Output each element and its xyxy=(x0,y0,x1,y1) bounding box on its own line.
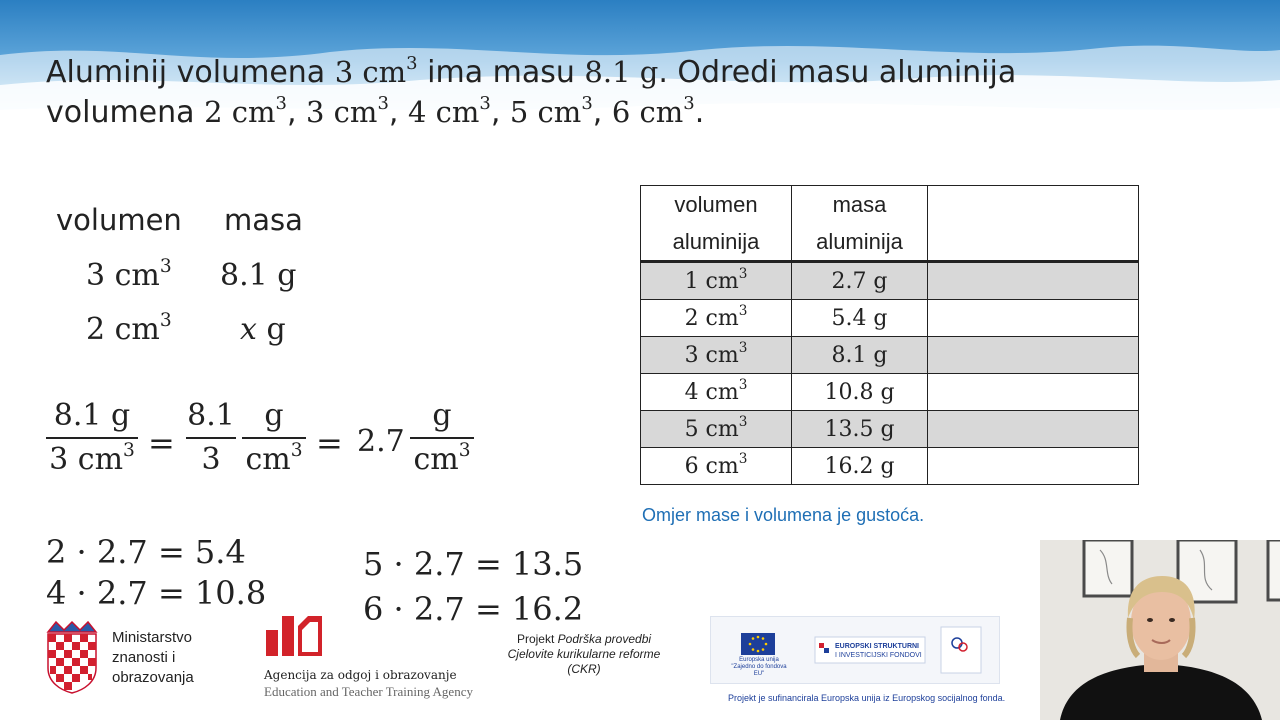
presenter-photo-icon xyxy=(1040,540,1280,720)
croatian-coat-of-arms-icon xyxy=(44,618,100,694)
table-row xyxy=(641,448,1139,485)
table-row xyxy=(641,337,1139,374)
fraction-unit-1: g $cm^3$ xyxy=(242,398,306,482)
equals-sign-2: = xyxy=(316,424,343,462)
ministry-name: Ministarstvo znanosti i obrazovanja xyxy=(112,629,194,686)
cell-empty xyxy=(928,411,1139,448)
product-4: 4 · 2.7 = 10.8 xyxy=(46,574,267,612)
cell-mass: 8.1 g xyxy=(792,337,928,374)
table-header-row xyxy=(641,186,1139,262)
problem-statement-line-1: Aluminij volumena 3 $cm^3$ ima masu 8.1 g. Odredi masu aluminija xyxy=(46,53,1017,90)
equals-sign-1: = xyxy=(148,424,175,462)
product-6: 6 · 2.7 = 16.2 xyxy=(363,590,584,628)
cell-mass: 10.8 g xyxy=(792,374,928,411)
volume-mass-table xyxy=(640,185,1139,485)
agency-name-hr: Agencija za odgoj i obrazovanje xyxy=(264,668,457,682)
cell-volume: 5 $cm^3$ xyxy=(641,411,792,448)
cell-empty xyxy=(928,337,1139,374)
presenter-webcam xyxy=(1040,540,1280,720)
given-mass: 8.1 g xyxy=(220,258,297,293)
cell-mass: 13.5 g xyxy=(792,411,928,448)
agency-logo-icon xyxy=(264,612,324,658)
agency-name-en: Education and Teacher Training Agency xyxy=(264,684,473,699)
cell-empty xyxy=(928,374,1139,411)
cell-volume: 2 $cm^3$ xyxy=(641,300,792,337)
column-header-mass: masa aluminija xyxy=(792,186,928,262)
column-header-empty xyxy=(928,186,1139,262)
cell-volume: 6 $cm^3$ xyxy=(641,448,792,485)
cell-mass: 16.2 g xyxy=(792,448,928,485)
fraction-mass-over-volume: 8.1 g 3 $cm^3$ xyxy=(46,398,138,482)
eu-funds-banner xyxy=(710,616,1000,684)
cell-empty xyxy=(928,300,1139,337)
table-row xyxy=(641,262,1139,300)
cell-empty xyxy=(928,448,1139,485)
cell-volume: 3 $cm^3$ xyxy=(641,337,792,374)
table-row xyxy=(641,411,1139,448)
cell-empty xyxy=(928,262,1139,300)
table-row xyxy=(641,374,1139,411)
cell-mass: 5.4 g xyxy=(792,300,928,337)
header-volume: volumen xyxy=(56,203,182,237)
table-row xyxy=(641,300,1139,337)
cell-volume: 1 $cm^3$ xyxy=(641,262,792,300)
density-value: 2.7 xyxy=(357,424,405,459)
project-title: Projekt Podrška provedbi Cjelovite kurikularne reforme (CKR) xyxy=(507,632,661,676)
fraction-unit-2: g $cm^3$ xyxy=(410,398,474,482)
given-volume: 3 $cm^3$ xyxy=(86,255,172,293)
column-header-volume: volumen aluminija xyxy=(641,186,792,262)
cell-volume: 4 $cm^3$ xyxy=(641,374,792,411)
header-mass: masa xyxy=(224,203,303,237)
unknown-mass: x g xyxy=(240,312,286,347)
esif-label: EUROPSKI STRUKTURNI I INVESTICIJSKI FONDOVI xyxy=(835,643,922,659)
product-2: 2 · 2.7 = 5.4 xyxy=(46,533,246,571)
target-volume: 2 $cm^3$ xyxy=(86,309,172,347)
cell-mass: 2.7 g xyxy=(792,262,928,300)
product-5: 5 · 2.7 = 13.5 xyxy=(363,545,584,583)
density-note: Omjer mase i volumena je gustoća. xyxy=(642,505,925,525)
eu-label: Europska unija "Zajedno do fondova EU" xyxy=(731,657,787,677)
eu-funding-caption: Projekt je sufinancirala Europska unija iz Europskog socijalnog fonda. xyxy=(728,693,1006,703)
fraction-numeric: 8.1 3 xyxy=(187,398,235,477)
problem-statement-line-2: volumena 2 $cm^3$, 3 $cm^3$, 4 $cm^3$, 5 $cm^3$, 6 $cm^3$. xyxy=(46,93,705,130)
